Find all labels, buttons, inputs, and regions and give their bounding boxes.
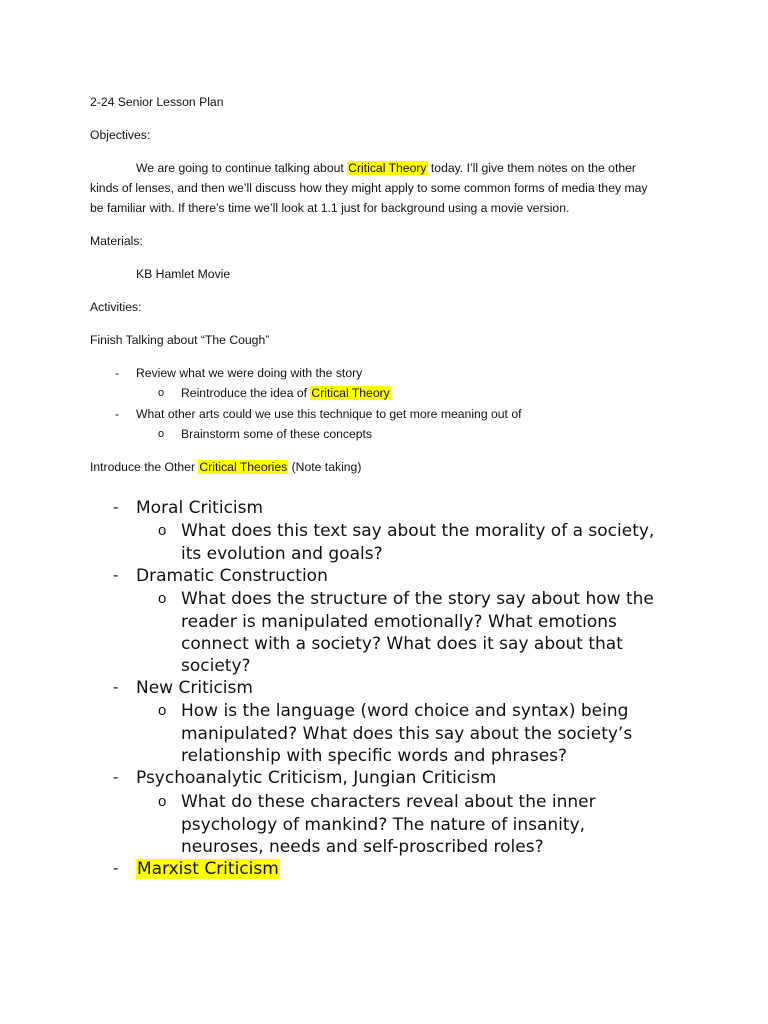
criticism-question-line: reader is manipulated emotionally? What emotions [181, 612, 617, 632]
objectives-line-2: kinds of lenses, and then we’ll discuss how they might apply to some common forms of media they may [90, 181, 648, 195]
criticism-question-line: What does this text say about the morality of a society, [181, 521, 655, 541]
criticism-question-line: What does the structure of the story say about how the [181, 589, 654, 609]
criticism-question-line: its evolution and goals? [181, 544, 383, 564]
sub-bullet-icon: o [158, 428, 165, 440]
criticism-question-line: manipulated? What does this say about the society’s [181, 724, 633, 744]
objectives-text-after: today. I’ll give them notes on the other [427, 161, 636, 175]
activities-heading: Activities: [90, 300, 142, 314]
activity-title: Finish Talking about “The Cough” [90, 333, 270, 347]
criticism-new: New Criticism [136, 678, 253, 698]
intro-text-after: (Note taking) [288, 460, 362, 474]
criticism-question-line: society? [181, 656, 251, 676]
activity-dash: - [115, 366, 119, 380]
highlight-critical-theories: Critical Theories [199, 460, 288, 474]
subitem-text-before: Reintroduce the idea of [181, 386, 311, 400]
objectives-text-before: We are going to continue talking about [136, 161, 348, 175]
criticism-psychoanalytic: Psychoanalytic Criticism, Jungian Criticism [136, 768, 497, 788]
sub-bullet-icon: o [158, 387, 165, 399]
materials-heading: Materials: [90, 234, 143, 248]
criticism-dash: - [113, 567, 119, 584]
criticism-dramatic-construction: Dramatic Construction [136, 566, 328, 586]
criticism-question-line: neuroses, needs and self-proscribed roles? [181, 837, 544, 857]
criticism-dash: - [113, 499, 119, 516]
activity-item: Review what we were doing with the story [136, 366, 363, 380]
criticism-question-line: How is the language (word choice and syntax) being [181, 701, 629, 721]
criticism-question-line: relationship with specific words and phrases? [181, 746, 568, 766]
activity-item: What other arts could we use this technique to get more meaning out of [136, 407, 522, 421]
highlight-critical-theory: Critical Theory [348, 161, 427, 175]
activity-subitem: Brainstorm some of these concepts [181, 427, 373, 441]
introduce-theories-line [90, 457, 361, 477]
criticism-marxist [136, 858, 280, 881]
criticism-question-line: psychology of mankind? The nature of insanity, [181, 815, 586, 835]
objectives-line-3: be familiar with. If there’s time we’ll look at 1.1 just for background using a movie version. [90, 201, 570, 215]
objectives-line-1 [136, 158, 636, 178]
highlight-critical-theory: Critical Theory [311, 386, 390, 400]
criticism-dash: - [113, 860, 119, 877]
criticism-dash: - [113, 769, 119, 786]
sub-bullet-icon: o [158, 590, 167, 607]
sub-bullet-icon: o [158, 793, 167, 810]
document-title: 2-24 Senior Lesson Plan [90, 95, 224, 109]
objectives-heading: Objectives: [90, 128, 151, 142]
materials-item: KB Hamlet Movie [136, 267, 231, 281]
intro-text-before: Introduce the Other [90, 460, 199, 474]
highlight-marxist-criticism: Marxist Criticism [137, 859, 279, 879]
activity-dash: - [115, 407, 119, 421]
criticism-moral: Moral Criticism [136, 498, 264, 518]
criticism-question-line: What do these characters reveal about the inner [181, 792, 596, 812]
criticism-dash: - [113, 679, 119, 696]
criticism-question-line: connect with a society? What does it say about that [181, 634, 623, 654]
sub-bullet-icon: o [158, 702, 167, 719]
sub-bullet-icon: o [158, 522, 167, 539]
activity-subitem [181, 383, 391, 403]
